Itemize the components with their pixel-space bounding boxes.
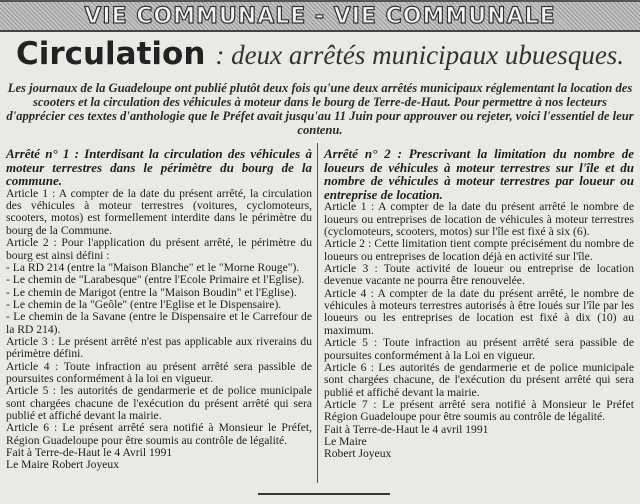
article-paragraph: Article 3 : Toute activité de loueur ou entreprise de location devenue vacante ne pourra être renouvelée. bbox=[324, 262, 634, 288]
article-paragraph: Le Maire bbox=[324, 434, 367, 448]
end-rule-right bbox=[318, 493, 390, 495]
arrete-1-column bbox=[6, 147, 312, 472]
end-rule-left bbox=[258, 493, 318, 495]
arrete-1-heading: Arrêté n° 1 : Interdisant la circulation des véhicules à moteur terrestres dans le périmètre du bourg de la commune. bbox=[6, 146, 312, 189]
arrete-2-column bbox=[324, 147, 634, 461]
title-main: Circulation bbox=[15, 36, 206, 72]
article-paragraph: Article 4 : Toute infraction au présent arrêté sera passible de poursuites conformément à la loi en vigueur. bbox=[6, 359, 312, 385]
banner-text: VIE COMMUNALE - VIE COMMUNALE bbox=[84, 4, 556, 29]
article-paragraph: Article 4 : A compter de la date du présent arrêté, le nombre de véhicules à moteurs terrestres autorisés à être loués sur l'île par les loueurs ou les entreprises de location est fixé à dix (10) au maximum. bbox=[324, 286, 634, 337]
article-paragraph: Article 1 : A compter de la date du présent arrêté le nombre de loueurs ou entreprises de location de véhicules à moteur terrestres (cyclomoteurs, scooters, motos) sur l'île est fixé à six (6). bbox=[324, 200, 634, 239]
section-banner bbox=[0, 0, 640, 32]
article-paragraph: Le Maire Robert Joyeux bbox=[6, 458, 120, 472]
article-paragraph: Fait à Terre-de-Haut le 4 avril 1991 bbox=[324, 422, 489, 436]
article-title bbox=[0, 36, 640, 72]
article-paragraph: Article 3 : Le présent arrêté n'est pas applicable aux riverains du périmètre défini. bbox=[6, 334, 312, 361]
article-paragraph: Article 6 : Les autorités de gendarmerie et de police municipale sont chargées chacune, de l'exécution du présent arrêté qui sera publié et affiché devant la mairie. bbox=[324, 360, 634, 399]
article-paragraph: Article 2 : Pour l'application du présent arrêté, le périmètre du bourg est ainsi défini : bbox=[6, 236, 312, 262]
article-paragraph: Article 5 : Toute infraction au présent arrêté sera passible de poursuites conformément à la Loi en vigueur. bbox=[324, 336, 634, 362]
article-paragraph: Article 5 : les autorités de gendarmerie et de police municipale sont chargées chacune de l'exécution du présent arrêté qui sera publié et affiché devant la mairie. bbox=[6, 384, 312, 422]
article-paragraph: Article 2 : Cette limitation tient compte précisément du nombre de loueurs ou entreprises de location déjà en activité sur l'île. bbox=[324, 237, 634, 263]
article-paragraph: Article 6 : Le présent arrêté sera notifié à Monsieur le Préfet, Région Guadeloupe pour être soumis au contrôle de légalité. bbox=[6, 421, 312, 447]
article-paragraph: - Le chemin de "Larabesque" (entre l'Ecole Primaire et l'Eglise). bbox=[6, 273, 305, 287]
article-paragraph: Robert Joyeux bbox=[324, 447, 392, 461]
arrete-2-heading: Arrêté n° 2 : Prescrivant la limitation du nombre de loueurs de véhicules à moteur terrestres sur l'île et du nombre de véhicules à moteur terrestres par loueur ou entreprise de location. bbox=[324, 146, 634, 202]
article-paragraph: - Le chemin de Marigot (entre la "Maison Boudin" et l'Eglise). bbox=[6, 285, 297, 299]
article-paragraph: - La RD 214 (entre la "Maison Blanche" et le "Morne Rouge"). bbox=[6, 260, 300, 274]
article-intro: Les journaux de la Guadeloupe ont publié plutôt deux fois qu'une deux arrêtés municipaux réglementant la location des scooters et la circulation des véhicules à moteur dans le bourg de Terre-de-Haut. Pour permettre à nos lecteurs d'apprécier ces textes d'anthologie que le Préfet avait jusqu'au 11 Juin pour approuver ou rejeter, voici l'essentiel de leur contenu. bbox=[6, 81, 634, 137]
article-paragraph: - Le chemin de la "Geôle" (entre l'Eglise et le Dispensaire). bbox=[6, 297, 282, 311]
article-paragraph: Fait à Terre-de-Haut le 4 Avril 1991 bbox=[6, 446, 173, 459]
article-paragraph: Article 1 : A compter de la date du présent arrêté, la circulation des véhicules à moteur terrestres (voitures, cyclomoteurs, scooters, motos) est formellement interdite dans le périmètre du bourg de la Commune. bbox=[6, 186, 312, 237]
article-paragraph: Article 7 : Le présent arrêté sera notifié à Monsieur le Préfet Région Guadeloupe pour être soumis au contrôle de légalité. bbox=[324, 397, 634, 424]
article-paragraph: - Le chemin de la Savane (entre le Dispensaire et le Carrefour de la RD 214). bbox=[6, 310, 312, 336]
title-subtitle: : deux arrêtés municipaux ubuesques. bbox=[215, 40, 625, 70]
column-divider bbox=[317, 143, 318, 483]
